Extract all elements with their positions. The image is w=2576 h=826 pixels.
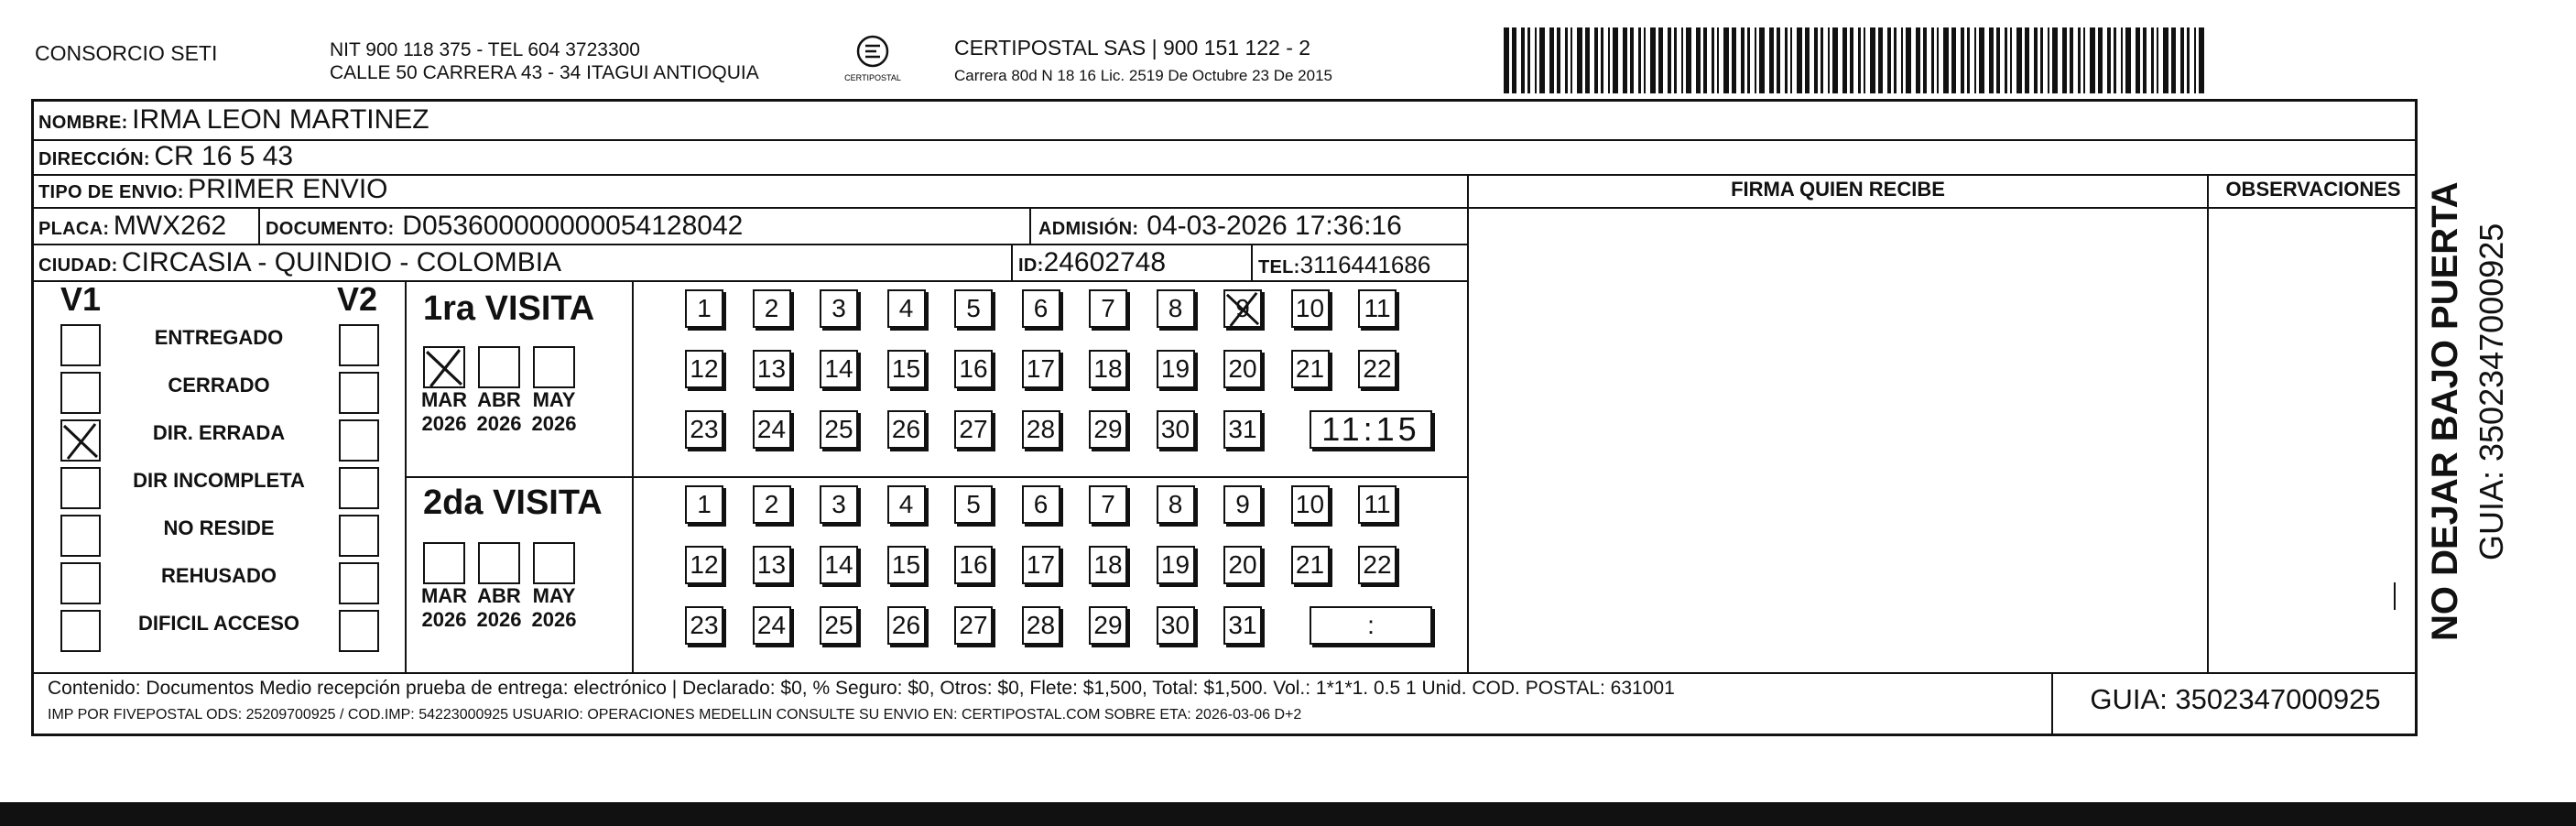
v1-checkbox[interactable] <box>60 467 101 509</box>
company-nit: NIT 900 118 375 - TEL 604 3723300 <box>330 39 640 60</box>
month-label: MAY <box>532 388 576 411</box>
admision-value: 04-03-2026 17:36:16 <box>1147 211 1402 241</box>
id-field <box>1018 247 1166 283</box>
day-box[interactable]: 24 <box>753 606 791 645</box>
pen-mark <box>2394 582 2396 610</box>
day-box[interactable]: 4 <box>887 289 926 328</box>
do-not-leave-under-door-notice: NO DEJAR BAJO PUERTA <box>2425 181 2465 641</box>
day-box[interactable]: 6 <box>1022 485 1060 524</box>
v2-checkbox[interactable] <box>339 324 379 366</box>
day-box[interactable]: 16 <box>954 546 993 584</box>
contents-summary: Contenido: Documentos Medio recepción prueba de entrega: electrónico | Declarado: $0, % Seguro: $0, Otros: $0, Flete: $1,500, Total: $1,500. Vol.: 1*1*1. 0.5 1 Unid. COD. POSTAL: 631001 <box>48 678 1675 699</box>
day-box[interactable]: 29 <box>1089 410 1127 449</box>
day-box[interactable]: 15 <box>887 546 926 584</box>
day-box[interactable]: 27 <box>954 410 993 449</box>
month-label: MAR <box>420 584 468 607</box>
company-address: CALLE 50 CARRERA 43 - 34 ITAGUI ANTIOQUIA <box>330 62 759 83</box>
month-checkbox[interactable] <box>478 542 520 584</box>
day-box[interactable]: 11 <box>1358 289 1397 328</box>
month-label: MAR <box>420 388 468 411</box>
day-box[interactable]: 3 <box>820 485 858 524</box>
tipo-envio-label: TIPO DE ENVIO: <box>38 182 184 202</box>
certipostal-logo <box>841 33 905 92</box>
day-box[interactable]: 10 <box>1291 289 1330 328</box>
recipient-name-row <box>38 104 429 140</box>
id-label: ID: <box>1018 255 1044 276</box>
v1-checkbox[interactable] <box>60 562 101 604</box>
v1-checkbox[interactable] <box>60 419 101 462</box>
day-box[interactable]: 28 <box>1022 606 1060 645</box>
day-box[interactable]: 18 <box>1089 546 1127 584</box>
v2-checkbox[interactable] <box>339 515 379 557</box>
day-box[interactable]: 30 <box>1157 410 1195 449</box>
documento-value: D053600000000054128042 <box>402 211 744 241</box>
month-year: 2026 <box>531 608 577 631</box>
print-info: IMP POR FIVEPOSTAL ODS: 25209700925 / COD.IMP: 54223000925 USUARIO: OPERACIONES MEDELLIN CONSULTE SU ENVIO EN: CERTIPOSTAL.COM SOBRE ETA: 2026-03-06 D+2 <box>48 707 1302 723</box>
v1-checkbox[interactable] <box>60 610 101 652</box>
shipment-type-row <box>38 174 388 210</box>
month-label: ABR <box>477 388 521 411</box>
day-box[interactable]: 15 <box>887 350 926 388</box>
status-label: DIR. ERRADA <box>152 421 286 444</box>
day-box[interactable]: 5 <box>954 485 993 524</box>
day-box[interactable]: 9 <box>1223 485 1262 524</box>
svg-text:CERTIPOSTAL: CERTIPOSTAL <box>844 73 901 82</box>
observations-area[interactable] <box>2211 211 2414 668</box>
tel-field <box>1258 249 1430 285</box>
v1-checkbox[interactable] <box>60 324 101 366</box>
day-box[interactable]: 26 <box>887 410 926 449</box>
visit1-title: 1ra VISITA <box>423 289 595 328</box>
documento-label: DOCUMENTO: <box>266 219 395 239</box>
day-box[interactable]: 21 <box>1291 350 1330 388</box>
day-box[interactable]: 20 <box>1223 350 1262 388</box>
bottom-edge <box>0 802 2576 826</box>
month-year: 2026 <box>476 412 522 435</box>
v2-header: V2 <box>337 280 378 318</box>
carrier-license: Carrera 80d N 18 16 Lic. 2519 De Octubre 23 De 2015 <box>954 67 1332 84</box>
day-box[interactable]: 24 <box>753 410 791 449</box>
ciudad-label: CIUDAD: <box>38 255 118 276</box>
time-field[interactable]: : <box>1310 606 1432 645</box>
day-box[interactable]: 25 <box>820 606 858 645</box>
carrier-info: CERTIPOSTAL SAS | 900 151 122 - 2 <box>954 36 1311 60</box>
month-checkbox[interactable] <box>478 346 520 388</box>
status-label: NO RESIDE <box>163 516 275 539</box>
nombre-label: NOMBRE: <box>38 113 128 133</box>
day-box[interactable]: 20 <box>1223 546 1262 584</box>
v2-checkbox[interactable] <box>339 562 379 604</box>
day-box[interactable]: 19 <box>1157 546 1195 584</box>
day-box[interactable]: 12 <box>685 546 723 584</box>
v2-checkbox[interactable] <box>339 610 379 652</box>
shipment-type: PRIMER ENVIO <box>188 174 388 204</box>
visit2-title: 2da VISITA <box>423 484 603 522</box>
direccion-label: DIRECCIÓN: <box>38 149 150 169</box>
day-box[interactable]: 16 <box>954 350 993 388</box>
month-label: MAY <box>532 584 576 607</box>
day-box[interactable]: 7 <box>1089 289 1127 328</box>
status-label: ENTREGADO <box>154 326 284 349</box>
documento-field <box>266 211 743 246</box>
day-box[interactable]: 8 <box>1157 289 1195 328</box>
day-box[interactable]: 14 <box>820 350 858 388</box>
status-label: DIFICIL ACCESO <box>137 612 299 635</box>
recipient-address: CR 16 5 43 <box>154 141 294 171</box>
month-year: 2026 <box>476 608 522 631</box>
month-year: 2026 <box>421 412 467 435</box>
month-checkbox[interactable] <box>533 346 575 388</box>
day-box[interactable]: 17 <box>1022 350 1060 388</box>
day-box[interactable]: 2 <box>753 289 791 328</box>
v1-checkbox[interactable] <box>60 372 101 414</box>
v2-checkbox[interactable] <box>339 372 379 414</box>
side-guia-number: GUIA: 3502347000925 <box>2473 223 2510 560</box>
day-box[interactable]: 22 <box>1358 350 1397 388</box>
day-box[interactable]: 13 <box>753 546 791 584</box>
day-box[interactable]: 17 <box>1022 546 1060 584</box>
day-box[interactable]: 23 <box>685 410 723 449</box>
day-box[interactable]: 8 <box>1157 485 1195 524</box>
month-checkbox[interactable] <box>423 542 465 584</box>
month-checkbox[interactable] <box>423 346 465 388</box>
admision-field <box>1038 211 1402 246</box>
placa-label: PLACA: <box>38 219 110 239</box>
day-box[interactable]: 21 <box>1291 546 1330 584</box>
address-row <box>38 141 293 177</box>
day-box[interactable]: 1 <box>685 485 723 524</box>
day-box[interactable]: 28 <box>1022 410 1060 449</box>
day-box[interactable]: 7 <box>1089 485 1127 524</box>
observations-column-header: OBSERVACIONES <box>2225 178 2401 201</box>
day-box[interactable]: 4 <box>887 485 926 524</box>
day-box[interactable]: 11 <box>1358 485 1397 524</box>
tel-value: 3116441686 <box>1299 251 1431 278</box>
day-box[interactable]: 22 <box>1358 546 1397 584</box>
day-box[interactable]: 13 <box>753 350 791 388</box>
day-box[interactable]: 1 <box>685 289 723 328</box>
status-label: CERRADO <box>168 374 270 397</box>
day-box[interactable]: 2 <box>753 485 791 524</box>
day-box[interactable]: 25 <box>820 410 858 449</box>
barcode <box>1504 27 2207 93</box>
placa-field <box>38 211 226 246</box>
status-label: DIR INCOMPLETA <box>133 469 305 492</box>
day-box[interactable]: 3 <box>820 289 858 328</box>
v2-checkbox[interactable] <box>339 419 379 462</box>
day-box[interactable]: 31 <box>1223 606 1262 645</box>
month-checkbox[interactable] <box>533 542 575 584</box>
day-box[interactable]: 10 <box>1291 485 1330 524</box>
day-box[interactable]: 23 <box>685 606 723 645</box>
day-box[interactable]: 5 <box>954 289 993 328</box>
day-box[interactable]: 26 <box>887 606 926 645</box>
day-box[interactable]: 12 <box>685 350 723 388</box>
month-label: ABR <box>477 584 521 607</box>
day-box[interactable]: 19 <box>1157 350 1195 388</box>
city-field <box>38 247 561 283</box>
month-year: 2026 <box>421 608 467 631</box>
day-box[interactable]: 18 <box>1089 350 1127 388</box>
footer-guia-number: GUIA: 3502347000925 <box>2090 683 2381 715</box>
company-name: CONSORCIO SETI <box>35 41 218 65</box>
day-box[interactable]: 29 <box>1089 606 1127 645</box>
v1-header: V1 <box>60 280 102 318</box>
status-label: REHUSADO <box>161 564 277 587</box>
month-year: 2026 <box>531 412 577 435</box>
time-field[interactable]: 11:15 <box>1310 410 1432 449</box>
day-box[interactable]: 6 <box>1022 289 1060 328</box>
city-value: CIRCASIA - QUINDIO - COLOMBIA <box>122 247 562 277</box>
tel-label: TEL: <box>1258 257 1300 277</box>
day-box[interactable]: 9 <box>1223 289 1262 328</box>
day-box[interactable]: 27 <box>954 606 993 645</box>
signature-area[interactable] <box>1471 211 2203 668</box>
signature-column-header: FIRMA QUIEN RECIBE <box>1731 178 1945 201</box>
v1-checkbox[interactable] <box>60 515 101 557</box>
placa-value: MWX262 <box>113 211 227 241</box>
day-box[interactable]: 31 <box>1223 410 1262 449</box>
recipient-name: IRMA LEON MARTINEZ <box>132 104 429 135</box>
day-box[interactable]: 14 <box>820 546 858 584</box>
id-value: 24602748 <box>1043 247 1167 277</box>
day-box[interactable]: 30 <box>1157 606 1195 645</box>
v2-checkbox[interactable] <box>339 467 379 509</box>
admision-label: ADMISIÓN: <box>1038 219 1139 239</box>
